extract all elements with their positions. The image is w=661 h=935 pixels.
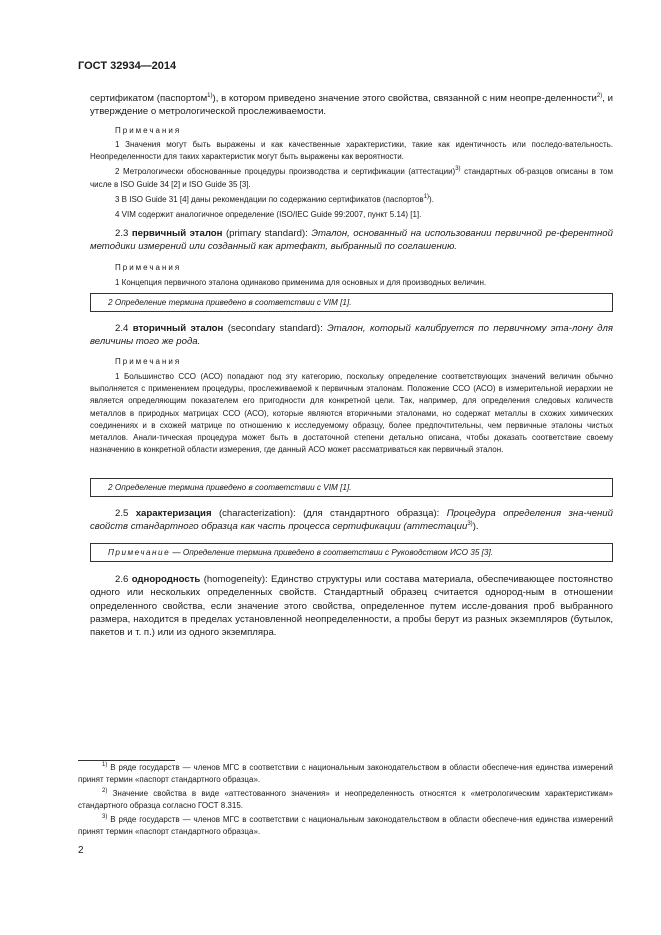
note-text: — Определение термина приведено в соответствии с Руководством ИСО 35 [3]. [170,548,494,557]
notes-heading: Примечания [115,357,182,366]
footnote-ref[interactable]: 1) [207,93,213,99]
term-english: (characterization): (для стандартного образца): [211,508,447,519]
source-note-box: 2 Определение термина приведено в соответствии с VIM [1]. [90,293,613,312]
term-2-4-notes [90,356,613,456]
term-number: 2.4 [115,323,133,334]
document-header: ГОСТ 32934—2014 [78,60,177,72]
intro-text-a: сертификатом (паспортом [90,93,208,104]
footnote-ref[interactable]: 3) [467,521,473,528]
note-3-text: 3 В ISO Guide 31 [4] даны рекомендации по содержанию сертификатов (паспортов [115,194,424,204]
term-number: 2.6 [115,574,132,585]
intro-text-c: , и утверждение о метрологической прослеживаемости. [90,93,613,118]
term-definition: Эталон, основанный на использовании первичной ре-ферентной методики измерений или созданный как артефакт, выбранный по соглашению. [90,228,613,253]
term-english: (primary standard): [222,228,312,239]
footnote-text: В ряде государств — членов МГС в соответствии с национальным законодательством в области обеспече-ния единства измерений принят термин «паспорт стандартного образца». [78,763,613,784]
note-label: Примечание [108,548,171,557]
term-2-3 [90,227,613,254]
notes-heading: Примечания [115,126,182,135]
footnote-mark: 2) [102,788,108,794]
note-2-text-end: стандартных об-разцов описаны в том числе в ISO Guide 34 [2] и ISO Guide 35 [3]. [90,167,614,189]
footnote-3 [78,814,613,838]
note-2 [90,166,613,190]
footnote-ref[interactable]: 3) [455,166,461,173]
note-3 [90,194,613,206]
term-definition: Эталон, который калибруется по первичному эта-лону для величины того же рода. [90,323,613,348]
source-note-box: 2 Определение термина приведено в соответствии с VIM [1]. [90,478,613,497]
term-number: 2.3 [115,228,132,239]
term-name: характеризация [135,508,212,519]
note-3-text-end: ). [429,194,434,204]
term-name: первичный эталон [131,228,223,239]
note-1: 1 Концепция первичного эталона одинаково применима для основных и для производных величин. [115,278,487,287]
intro-text-b: ), в котором приведено значение этого свойства, связанной с ним неопре-деленности [212,93,597,104]
footnote-separator [78,760,175,761]
note-2-text: 2 Метрологически обоснованные процедуры производства и сертификации (аттестации) [115,167,456,177]
term-definition-end: ). [472,521,479,533]
footnote-1 [78,762,613,786]
footnote-2 [78,788,613,812]
note-1: 1 Значения могут быть выражены и как качественные характеристики, такие как идентичность или последо-вательность. Неопределенности для таких характеристик могут быть выражены как вероятности. [90,140,613,162]
term-2-5 [90,507,613,534]
term-definition: (homogeneity): Единство структуры или состава материала, обеспечивающее постоянство одного или нескольких определенных свойств. Стандартный образец считается однород-ным в отношении определенного свойства, если значение этого свойства, определенное путем иссле-дования проб выбранного размера, находится в пределах установленной неопределенности, а пробы берут из разных экземпляров (бутылок, пакетов и т. п.) или из одного экземпляра. [90,574,613,639]
term-2-6 [90,573,613,639]
footnote-mark: 1) [102,762,108,768]
source-note-box [90,543,613,562]
term-name: однородность [131,574,201,585]
term-english: (secondary standard): [223,323,328,334]
note-1: 1 Большинство ССО (АСО) попадают под эту категорию, поскольку определение соответствующих значений величин обычно выполняется с применением процедуры, прослеживаемой к первичным эталонам. Положение ССО (АСО) в измерительной иерархии не является определяющим показателем его пригодности для конкретной цели. Так, например, для определения следовых количеств металлов в природных матрицах ССО (АСО), которые являются вторичными эталонами, но содержат металлы в схожих химических соединениях и в схожей матрице по отношению к исследуемому образцу, более предпочтительны, чем первичные эталоны чистых металлов. Анали-тическая процедура может быть в достаточной степени детально описана, чтобы доказать соответствие своему назначению в конкретной области измерения, где данный АСО может рассматриваться как первичный эталон. [90,372,613,455]
intro-paragraph [90,92,613,119]
footnote-ref[interactable]: 1) [423,193,430,200]
notes-block-1 [90,125,613,221]
term-2-3-notes [90,262,613,289]
term-name: вторичный эталон [132,323,224,334]
footnote-ref[interactable]: 2) [596,93,603,99]
note-4: 4 VIM содержит аналогичное определение (ISO/IEC Guide 99:2007, пункт 5.14) [1]. [115,210,422,220]
page-number: 2 [78,845,84,856]
footnote-mark: 3) [102,814,108,820]
term-2-4 [90,322,613,349]
term-definition: Процедура определения зна-чений свойств стандартного образца как часть процесса сертификации (аттестации [90,508,613,533]
footnote-text: В ряде государств — членов МГС в соответствии с национальным законодательством в области обеспече-ния единства измерений принят термин «паспорт стандартного образца». [78,815,613,836]
term-number: 2.5 [115,508,136,519]
notes-heading: Примечания [115,263,182,272]
footnote-text: Значение свойства в виде «аттестованного значения» и неопределенность относятся к «метрологическим характеристикам» стандартного образца согласно ГОСТ 8.315. [78,789,613,810]
